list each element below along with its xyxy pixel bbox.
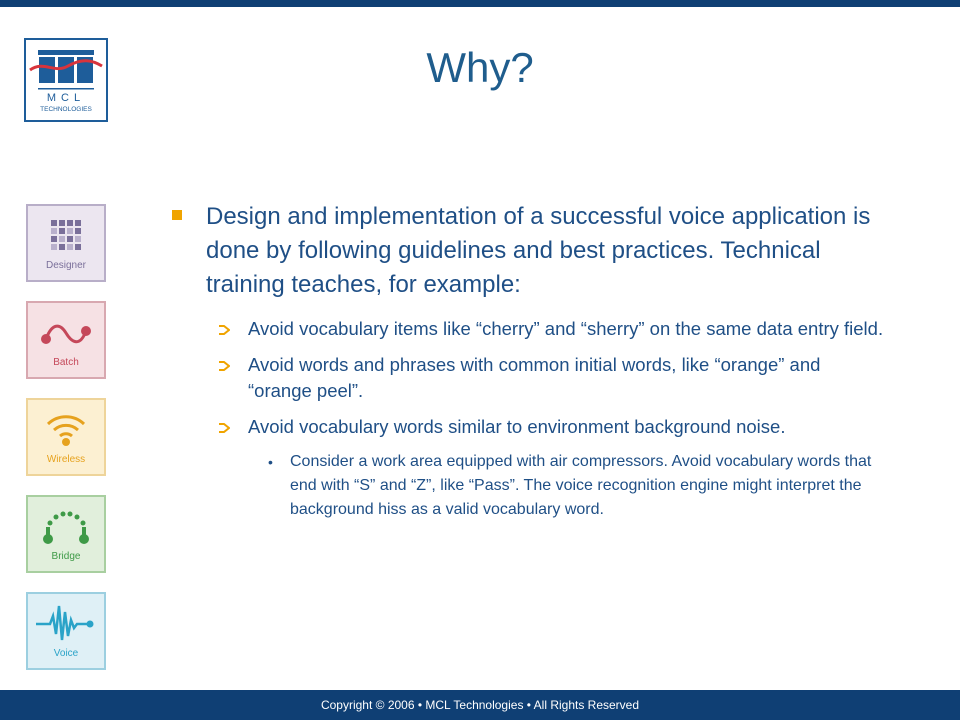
bullet-text: Design and implementation of a successful voice application is done by following guidelines and best practices. Technical training teaches, for example: xyxy=(206,203,871,298)
arrow-bullet-icon xyxy=(218,361,230,371)
footer-copyright: Copyright © 2006 • MCL Technologies • All Rights Reserved xyxy=(0,690,960,720)
bullet-text: Avoid vocabulary items like “cherry” and “sherry” on the same data entry field. xyxy=(248,318,884,339)
svg-text:TECHNOLOGIES: TECHNOLOGIES xyxy=(40,106,92,113)
bullet-level-2 xyxy=(168,316,888,342)
bullet-text: Avoid vocabulary words similar to environment background noise. xyxy=(248,416,786,437)
bullet-level-1 xyxy=(168,200,888,302)
tile-batch xyxy=(26,301,106,379)
slide-body xyxy=(168,200,888,522)
tile-wireless xyxy=(26,398,106,476)
bullet-level-2 xyxy=(168,414,888,440)
tile-bridge xyxy=(26,495,106,573)
bullet-level-3 xyxy=(168,450,888,522)
bullet-text: Avoid words and phrases with common initial words, like “orange” and “orange peel”. xyxy=(248,354,821,401)
tile-label: Wireless xyxy=(46,454,86,465)
top-bar xyxy=(0,0,960,7)
tile-label: Bridge xyxy=(51,551,81,562)
bullet-level-2 xyxy=(168,352,888,404)
tile-label: Designer xyxy=(45,260,87,271)
tile-label: Voice xyxy=(53,648,79,659)
arrow-bullet-icon xyxy=(218,423,230,433)
svg-text:MCL: MCL xyxy=(46,92,86,104)
dot-bullet-icon: • xyxy=(268,454,273,470)
square-bullet-icon xyxy=(172,210,182,220)
tile-label: Batch xyxy=(53,357,79,368)
tile-voice xyxy=(26,592,106,670)
bullet-text: Consider a work area equipped with air compressors. Avoid vocabulary words that end with “S” and “Z”, like “Pass”. The voice recognition engine might interpret the background hiss as a valid vocabulary word. xyxy=(290,453,872,518)
slide-title: Why? xyxy=(426,44,534,91)
tile-designer xyxy=(26,204,106,282)
arrow-bullet-icon xyxy=(218,325,230,335)
